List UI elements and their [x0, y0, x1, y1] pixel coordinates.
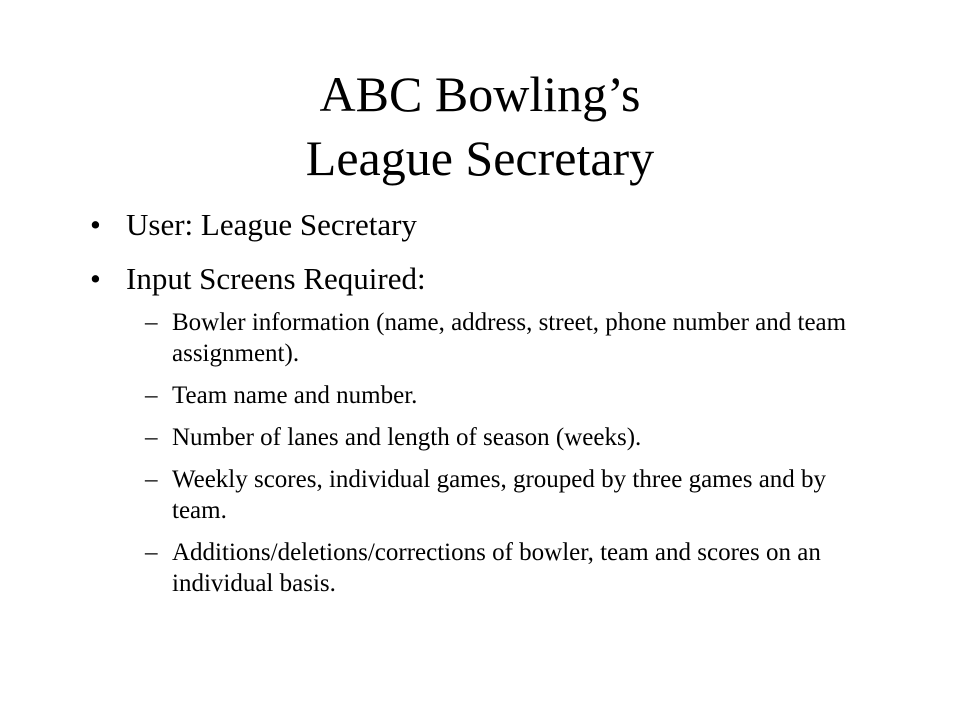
dash-marker: – — [145, 424, 158, 451]
title-line-1: ABC Bowling’s — [319, 66, 641, 122]
sub-bullet-text: Additions/deletions/corrections of bowler, team and scores on an individual basis. — [172, 539, 821, 597]
bullet-marker: • — [90, 261, 101, 296]
dash-marker: – — [145, 539, 158, 566]
bullet-marker: • — [90, 207, 101, 242]
sub-bullet-team — [90, 380, 880, 411]
bullet-text: User: League Secretary — [126, 207, 417, 242]
title-line-2: League Secretary — [305, 130, 655, 186]
bullet-user — [90, 205, 880, 245]
dash-marker: – — [145, 466, 158, 493]
bullet-text: Input Screens Required: — [126, 261, 426, 296]
sub-bullet-lanes — [90, 422, 880, 453]
sub-bullet-text: Weekly scores, individual games, grouped by three games and by team. — [172, 466, 827, 524]
slide-title — [0, 62, 960, 190]
sub-bullet-additions — [90, 537, 880, 599]
sub-bullet-bowler-info — [90, 307, 880, 369]
dash-marker: – — [145, 382, 158, 409]
bullet-input-screens — [90, 259, 880, 299]
dash-marker: – — [145, 309, 158, 336]
sub-bullet-scores — [90, 464, 880, 526]
sub-bullet-list — [90, 307, 880, 599]
sub-bullet-text: Number of lanes and length of season (weeks). — [172, 424, 642, 451]
sub-bullet-text: Bowler information (name, address, street, phone number and team assignment). — [172, 309, 847, 367]
sub-bullet-text: Team name and number. — [172, 382, 418, 409]
bullet-list — [90, 205, 880, 610]
